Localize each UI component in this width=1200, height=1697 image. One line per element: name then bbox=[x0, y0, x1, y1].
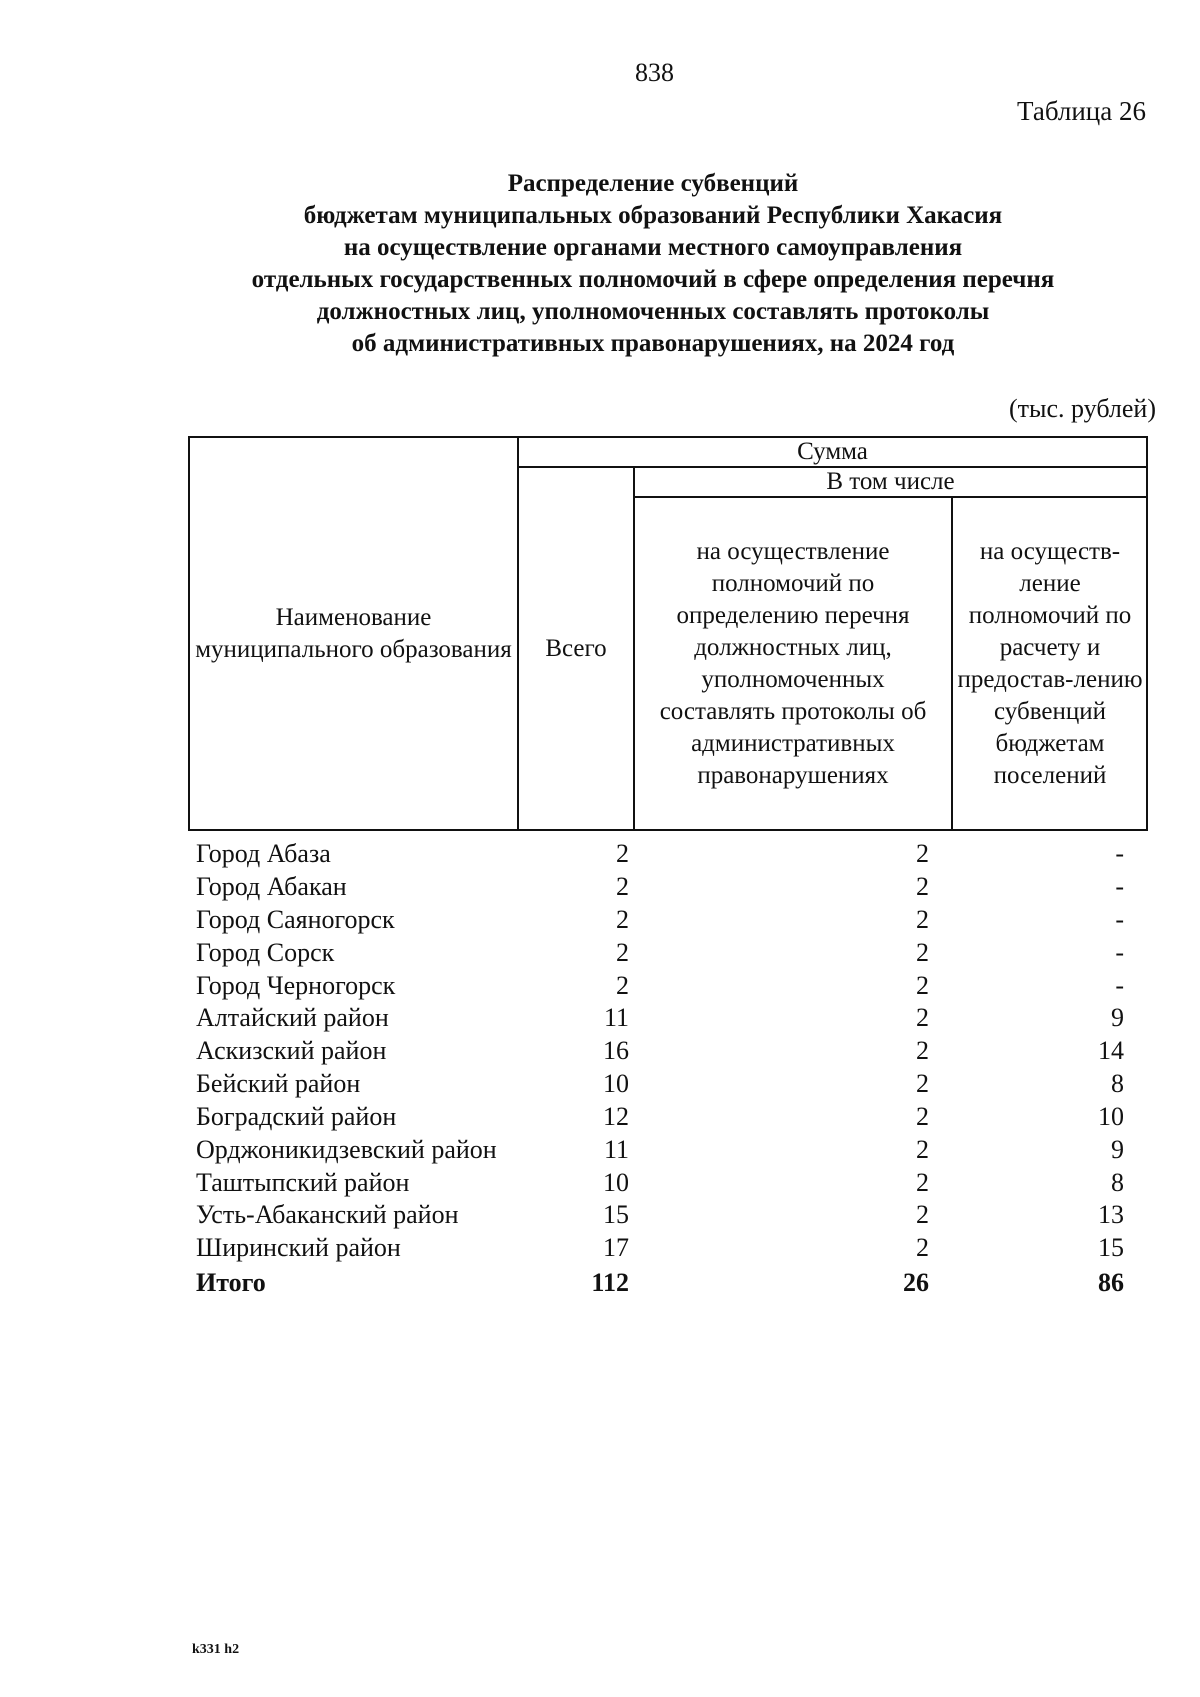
table-row bbox=[0, 1199, 1200, 1231]
row-col1: 2 bbox=[916, 971, 929, 1000]
row-name: Боградский район bbox=[196, 1102, 397, 1131]
header-total: Всего bbox=[545, 634, 607, 662]
title-line: бюджетам муниципальных образований Республики Хакасия bbox=[303, 202, 1003, 229]
row-name: Алтайский район bbox=[196, 1003, 389, 1032]
row-total: 11 bbox=[603, 1003, 629, 1032]
row-total: 2 bbox=[616, 872, 629, 901]
row-total: 11 bbox=[603, 1135, 629, 1164]
row-col2: - bbox=[1115, 971, 1124, 1000]
header-divider bbox=[633, 466, 635, 831]
row-total: 2 bbox=[616, 971, 629, 1000]
table-row bbox=[0, 1167, 1200, 1199]
row-col1: 2 bbox=[916, 1168, 929, 1197]
row-col1: 2 bbox=[916, 938, 929, 967]
row-total: 17 bbox=[603, 1233, 629, 1262]
total-row bbox=[0, 1267, 1200, 1299]
row-col1: 2 bbox=[916, 1003, 929, 1032]
total-col2: 86 bbox=[1098, 1268, 1124, 1297]
row-name: Город Черногорск bbox=[196, 971, 396, 1000]
row-col2: 14 bbox=[1098, 1036, 1124, 1065]
total-label: Итого bbox=[196, 1268, 266, 1297]
row-total: 2 bbox=[616, 938, 629, 967]
table-row bbox=[0, 1232, 1200, 1264]
row-col2: 8 bbox=[1111, 1069, 1124, 1098]
row-name: Аскизский район bbox=[196, 1036, 387, 1065]
table-row bbox=[0, 1068, 1200, 1100]
table-row bbox=[0, 1002, 1200, 1034]
units-label: (тыс. рублей) bbox=[1008, 394, 1156, 423]
row-col1: 2 bbox=[916, 872, 929, 901]
row-name: Город Сорск bbox=[196, 938, 335, 967]
table-number: Таблица 26 bbox=[1017, 96, 1146, 126]
row-col2: - bbox=[1115, 905, 1124, 934]
row-total: 16 bbox=[603, 1036, 629, 1065]
row-name: Бейский район bbox=[196, 1069, 361, 1098]
row-col2: 15 bbox=[1098, 1233, 1124, 1262]
row-name: Город Саяногорск bbox=[196, 905, 395, 934]
title-line: на осуществление органами местного самоуправления bbox=[343, 234, 963, 261]
row-total: 15 bbox=[603, 1200, 629, 1229]
row-name: Город Абакан bbox=[196, 872, 347, 901]
row-col1: 2 bbox=[916, 905, 929, 934]
table-row bbox=[0, 838, 1200, 870]
row-total: 2 bbox=[616, 905, 629, 934]
title-line: об административных правонарушениях, на 2024 год bbox=[351, 330, 955, 357]
row-col2: - bbox=[1115, 839, 1124, 868]
row-total: 10 bbox=[603, 1168, 629, 1197]
header-divider bbox=[951, 496, 953, 831]
row-col2: 8 bbox=[1111, 1168, 1124, 1197]
header-col2: на осуществ-ление полномочий по расчету и предостав-лению субвенций бюджетам поселений bbox=[957, 537, 1143, 789]
row-col2: - bbox=[1115, 872, 1124, 901]
total-value: 112 bbox=[591, 1268, 629, 1297]
header-sum: Сумма bbox=[797, 438, 868, 465]
page-number: 838 bbox=[635, 58, 674, 87]
table-row bbox=[0, 1134, 1200, 1166]
title-line: должностных лиц, уполномоченных составлять протоколы bbox=[316, 298, 990, 325]
total-col1: 26 bbox=[903, 1268, 929, 1297]
row-col2: 9 bbox=[1111, 1003, 1124, 1032]
row-total: 10 bbox=[603, 1069, 629, 1098]
row-col1: 2 bbox=[916, 1036, 929, 1065]
row-col2: - bbox=[1115, 938, 1124, 967]
row-col2: 10 bbox=[1098, 1102, 1124, 1131]
row-col1: 2 bbox=[916, 1135, 929, 1164]
header-including: В том числе bbox=[826, 468, 955, 495]
table-row bbox=[0, 1101, 1200, 1133]
table-row bbox=[0, 937, 1200, 969]
row-col1: 2 bbox=[916, 1200, 929, 1229]
footer-code: k331 h2 bbox=[192, 1642, 240, 1657]
row-col1: 2 bbox=[916, 1233, 929, 1262]
row-name: Усть-Абаканский район bbox=[196, 1200, 459, 1229]
title-line: отдельных государственных полномочий в сфере определения перечня bbox=[251, 266, 1055, 293]
row-col1: 2 bbox=[916, 839, 929, 868]
row-total: 12 bbox=[603, 1102, 629, 1131]
table-row bbox=[0, 871, 1200, 903]
row-total: 2 bbox=[616, 839, 629, 868]
row-col2: 13 bbox=[1098, 1200, 1124, 1229]
row-name: Орджоникидзевский район bbox=[196, 1135, 497, 1164]
document-title bbox=[150, 168, 1156, 360]
header-name: Наименование муниципального образования bbox=[195, 603, 512, 663]
row-col1: 2 bbox=[916, 1069, 929, 1098]
row-name: Город Абаза bbox=[196, 839, 331, 868]
table-row bbox=[0, 1035, 1200, 1067]
row-name: Ширинский район bbox=[196, 1233, 401, 1262]
row-name: Таштыпский район bbox=[196, 1168, 410, 1197]
table-row bbox=[0, 970, 1200, 1002]
row-col1: 2 bbox=[916, 1102, 929, 1131]
table-row bbox=[0, 904, 1200, 936]
row-col2: 9 bbox=[1111, 1135, 1124, 1164]
header-col1: на осуществление полномочий по определению перечня должностных лиц, уполномоченных составлять протоколы об административных правонарушениях bbox=[659, 537, 927, 789]
title-line: Распределение субвенций bbox=[507, 170, 799, 197]
